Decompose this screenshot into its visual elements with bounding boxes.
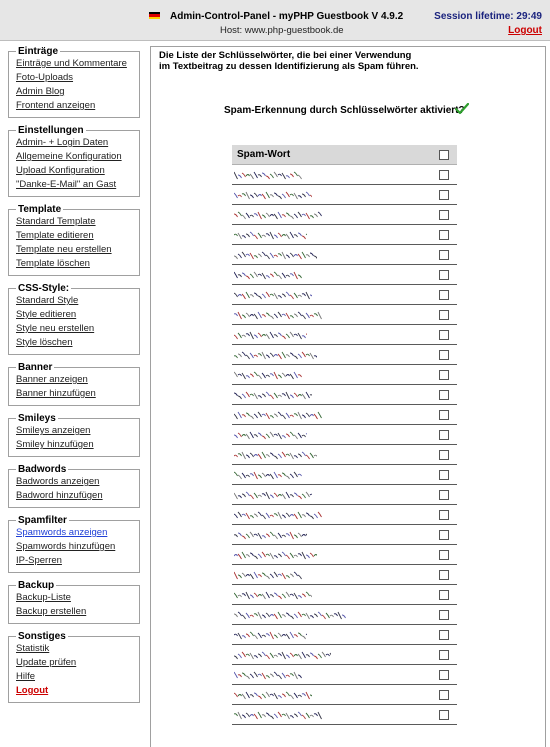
sidebar-group-title: Badwords <box>18 464 67 475</box>
row-checkbox[interactable] <box>439 570 449 580</box>
spam-word-image <box>234 391 312 400</box>
sidebar-group-7 <box>8 515 140 573</box>
row-checkbox[interactable] <box>439 170 449 180</box>
spam-word-image <box>234 171 302 180</box>
sidebar-group-6 <box>8 464 140 508</box>
table-row <box>232 285 457 305</box>
table-row <box>232 185 457 205</box>
app-title: Admin-Control-Panel - myPHP Guestbook V 4.9.2 <box>170 11 404 22</box>
table-row <box>232 165 457 185</box>
table-row <box>232 585 457 605</box>
spam-word-image <box>234 351 317 360</box>
table-row <box>232 225 457 245</box>
table-row <box>232 325 457 345</box>
table-row <box>232 685 457 705</box>
sidebar-group-3 <box>8 283 140 355</box>
sidebar-group-title: Spamfilter <box>18 515 67 526</box>
table-row <box>232 705 457 725</box>
sidebar-group-title: Einträge <box>18 46 59 57</box>
sidebar-group-2 <box>8 204 140 276</box>
table-row <box>232 425 457 445</box>
sidebar <box>8 46 140 710</box>
column-header-spam-word: Spam-Wort <box>237 149 291 160</box>
session-lifetime: Session lifetime: 29:49 <box>434 11 542 22</box>
sidebar-link[interactable]: Spamwords anzeigen <box>16 527 108 538</box>
row-checkbox[interactable] <box>439 350 449 360</box>
sidebar-link[interactable]: Frontend anzeigen <box>16 100 96 111</box>
row-checkbox[interactable] <box>439 470 449 480</box>
row-checkbox[interactable] <box>439 210 449 220</box>
spam-detection-label: Spam-Erkennung durch Schlüsselwörter aktiviert? <box>224 105 465 116</box>
sidebar-group-title: CSS-Style: <box>18 283 70 294</box>
table-row <box>232 385 457 405</box>
row-checkbox[interactable] <box>439 450 449 460</box>
sidebar-link[interactable]: Banner hinzufügen <box>16 388 96 399</box>
row-checkbox[interactable] <box>439 650 449 660</box>
sidebar-group-title: Einstellungen <box>18 125 84 136</box>
sidebar-group-title: Template <box>18 204 62 215</box>
sidebar-link[interactable]: "Danke-E-Mail" an Gast <box>16 179 117 190</box>
sidebar-link[interactable]: Spamwords hinzufügen <box>16 541 116 552</box>
spam-word-image <box>234 651 331 660</box>
spam-word-image <box>234 531 307 540</box>
row-checkbox[interactable] <box>439 230 449 240</box>
table-row <box>232 205 457 225</box>
header-logout-link[interactable]: Logout <box>508 25 542 36</box>
row-checkbox[interactable] <box>439 270 449 280</box>
table-row <box>232 465 457 485</box>
sidebar-link[interactable]: Smileys anzeigen <box>16 425 91 436</box>
spam-word-image <box>234 411 322 420</box>
sidebar-link[interactable]: Backup erstellen <box>16 606 87 617</box>
table-row <box>232 365 457 385</box>
host-label: Host: www.php-guestbook.de <box>220 25 344 36</box>
row-checkbox[interactable] <box>439 590 449 600</box>
spam-word-image <box>234 591 312 600</box>
spam-word-image <box>234 231 307 240</box>
spam-word-image <box>234 211 322 220</box>
spam-word-image <box>234 511 322 520</box>
sidebar-link[interactable]: Statistik <box>16 643 50 654</box>
sidebar-link[interactable]: Style neu erstellen <box>16 323 95 334</box>
sidebar-link[interactable]: Template löschen <box>16 258 90 269</box>
table-row <box>232 245 457 265</box>
sidebar-group-4 <box>8 362 140 406</box>
sidebar-link[interactable]: Admin Blog <box>16 86 65 97</box>
sidebar-group-8 <box>8 580 140 624</box>
table-row <box>232 445 457 465</box>
sidebar-link[interactable]: Einträge und Kommentare <box>16 58 127 69</box>
row-checkbox[interactable] <box>439 670 449 680</box>
row-checkbox[interactable] <box>439 610 449 620</box>
sidebar-link[interactable]: Admin- + Login Daten <box>16 137 109 148</box>
main-panel <box>150 46 546 747</box>
spam-word-image <box>234 271 302 280</box>
sidebar-link[interactable]: Banner anzeigen <box>16 374 88 385</box>
table-row <box>232 265 457 285</box>
row-checkbox[interactable] <box>439 710 449 720</box>
table-row <box>232 625 457 645</box>
intro-text <box>159 50 539 72</box>
spam-word-image <box>234 691 312 700</box>
table-row <box>232 645 457 665</box>
sidebar-link[interactable]: Template neu erstellen <box>16 244 112 255</box>
sidebar-link[interactable]: Logout <box>16 685 49 696</box>
row-checkbox[interactable] <box>439 530 449 540</box>
spam-word-image <box>234 311 322 320</box>
spam-word-image <box>234 431 307 440</box>
sidebar-group-5 <box>8 413 140 457</box>
sidebar-link[interactable]: Backup-Liste <box>16 592 71 603</box>
row-checkbox[interactable] <box>439 370 449 380</box>
table-header <box>232 145 457 165</box>
table-row <box>232 345 457 365</box>
sidebar-link[interactable]: Template editieren <box>16 230 94 241</box>
table-row <box>232 565 457 585</box>
sidebar-link[interactable]: Smiley hinzufügen <box>16 439 94 450</box>
german-flag-icon <box>149 12 160 19</box>
sidebar-link[interactable]: Allgemeine Konfiguration <box>16 151 122 162</box>
table-row <box>232 525 457 545</box>
spam-word-image <box>234 191 312 200</box>
sidebar-group-1 <box>8 125 140 197</box>
spam-word-image <box>234 251 317 260</box>
table-row <box>232 665 457 685</box>
sidebar-link[interactable]: Foto-Uploads <box>16 72 74 83</box>
table-row <box>232 545 457 565</box>
sidebar-group-0 <box>8 46 140 118</box>
spamword-table <box>232 145 457 725</box>
table-row <box>232 605 457 625</box>
top-header <box>0 0 550 41</box>
sidebar-link[interactable]: Style löschen <box>16 337 73 348</box>
row-checkbox[interactable] <box>439 510 449 520</box>
sidebar-link[interactable]: IP-Sperren <box>16 555 62 566</box>
table-row <box>232 305 457 325</box>
sidebar-link[interactable]: Hilfe <box>16 671 36 682</box>
spam-word-image <box>234 471 302 480</box>
table-row <box>232 485 457 505</box>
row-checkbox[interactable] <box>439 430 449 440</box>
sidebar-link[interactable]: Style editieren <box>16 309 77 320</box>
row-checkbox[interactable] <box>439 250 449 260</box>
sidebar-link[interactable]: Update prüfen <box>16 657 77 668</box>
row-checkbox[interactable] <box>439 690 449 700</box>
spam-word-image <box>234 671 302 680</box>
sidebar-link[interactable]: Upload Konfiguration <box>16 165 105 176</box>
intro-line-1: Die Liste der Schlüsselwörter, die bei einer Verwendung <box>159 50 412 61</box>
spam-word-image <box>234 631 307 640</box>
row-checkbox[interactable] <box>439 490 449 500</box>
sidebar-group-title: Smileys <box>18 413 56 424</box>
row-checkbox[interactable] <box>439 410 449 420</box>
sidebar-link[interactable]: Standard Style <box>16 295 79 306</box>
row-checkbox[interactable] <box>439 290 449 300</box>
sidebar-group-title: Banner <box>18 362 53 373</box>
spam-word-image <box>234 711 322 720</box>
table-row <box>232 505 457 525</box>
row-checkbox[interactable] <box>439 190 449 200</box>
spam-word-image <box>234 491 312 500</box>
spam-word-image <box>234 291 312 300</box>
row-checkbox[interactable] <box>439 330 449 340</box>
spam-word-image <box>234 551 317 560</box>
intro-line-2: im Textbeitrag zu dessen Identifizierung als Spam führen. <box>159 61 419 72</box>
row-checkbox[interactable] <box>439 630 449 640</box>
select-all-checkbox[interactable] <box>439 150 449 160</box>
checkmark-icon <box>455 103 469 115</box>
row-checkbox[interactable] <box>439 390 449 400</box>
row-checkbox[interactable] <box>439 550 449 560</box>
row-checkbox[interactable] <box>439 310 449 320</box>
spam-word-image <box>234 371 302 380</box>
spam-word-image <box>234 331 307 340</box>
sidebar-link[interactable]: Badwords anzeigen <box>16 476 100 487</box>
spam-word-image <box>234 451 317 460</box>
sidebar-group-title: Sonstiges <box>18 631 66 642</box>
sidebar-group-title: Backup <box>18 580 55 591</box>
sidebar-link[interactable]: Badword hinzufügen <box>16 490 103 501</box>
table-row <box>232 405 457 425</box>
sidebar-group-9 <box>8 631 140 703</box>
spam-word-image <box>234 611 346 620</box>
spam-word-image <box>234 571 302 580</box>
sidebar-link[interactable]: Standard Template <box>16 216 96 227</box>
